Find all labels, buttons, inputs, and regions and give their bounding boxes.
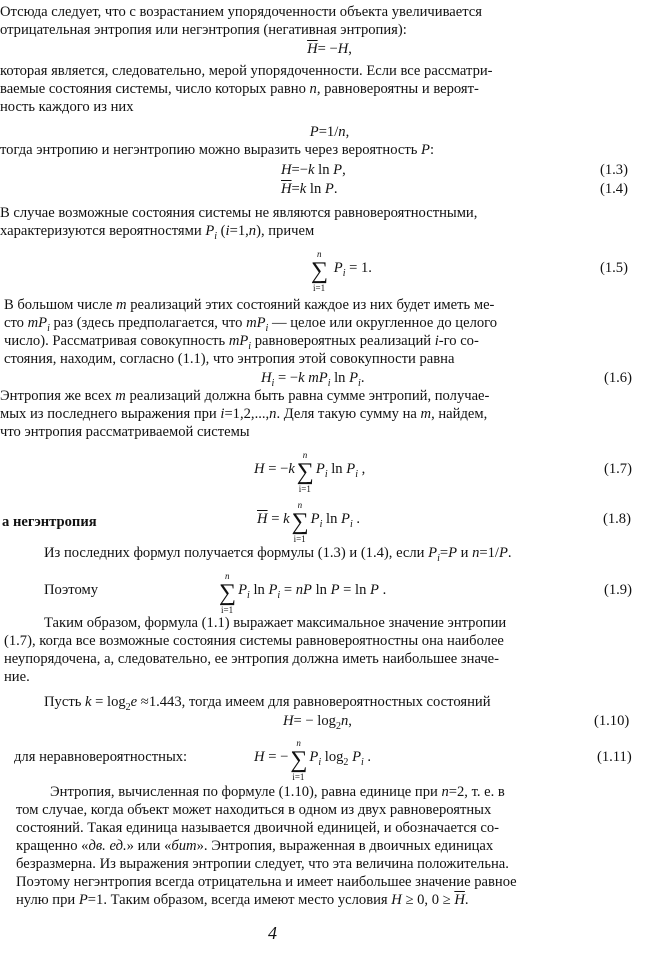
text-line: В большом числе m реализаций этих состояний каждое из них будет иметь ме- — [4, 297, 495, 313]
text-line: для неравновероятностных: — [14, 749, 188, 765]
text-line: ваемые состояния системы, число которых равно n, равновероятны и вероят- — [0, 81, 479, 97]
formula-1-9: n ∑ i=1 $P_i$ $\ln P_i$ = nP ln P = ln P . — [219, 571, 387, 615]
eq-number: (1.5) — [600, 260, 628, 276]
formula-1-5: n ∑ i=1 $P_i = 1$. — [311, 249, 372, 293]
text-line: Пусть $k = \log_2e \approx 1.443$, тогда имеем для равновероятностных состояний — [44, 694, 491, 713]
formula-p: P=1/n, — [309, 124, 350, 140]
text-line: ние. — [4, 669, 30, 685]
text-line: стояния, находим, согласно (1.1), что энтропия этой совокупности равна — [4, 351, 455, 367]
formula-1-4: $\overline{H}=k$ ln P. — [281, 181, 338, 197]
text-line: число). Рассматривая совокупность $mP_i$ равновероятных реализаций i-го со- — [4, 333, 479, 352]
text-line: Энтропия же всех m реализаций должна быть равна сумме энтропий, получае- — [0, 388, 490, 404]
text-line: Энтропия, вычисленная по формуле (1.10), равна единице при n=2, т. е. в — [50, 784, 505, 800]
eq-number: (1.8) — [603, 511, 631, 527]
text-line: неупорядочена, а, следовательно, ее энтропия должна иметь наибольшее значе- — [4, 651, 500, 667]
eq-number: (1.3) — [600, 162, 628, 178]
text-line: отрицательная энтропия или негэнтропия (негативная энтропия): — [0, 22, 407, 38]
text-line: В случае возможные состояния системы не являются равновероятностными, — [0, 205, 478, 221]
text-line: нулю при P=1. Таким образом, всегда имеют место условия H ≥ 0, $0 \ge \overline{H}$. — [16, 892, 469, 908]
formula-1-3: H=−k ln P, — [281, 162, 346, 178]
eq-number: (1.4) — [600, 181, 628, 197]
text-line: сто $mP_i$ раз (здесь предполагается, что $mP_i$ — целое или округленное до целого — [4, 315, 498, 334]
formula-1-6: $H_i = -k$ $mP_i$ $\ln P_i$. — [261, 370, 365, 389]
formula-negentropy: $\overline{H}= -H$, — [307, 41, 352, 57]
text-line: Отсюда следует, что с возрастанием упорядоченности объекта увеличивается — [0, 4, 482, 20]
text-line: (1.7), когда все возможные состояния системы равновероятностны она наиболее — [4, 633, 504, 649]
eq-number: (1.7) — [604, 461, 632, 477]
formula-1-8: $\overline{H} = k$ n ∑ i=1 $P_i$ $\ln P_i$ . — [257, 500, 361, 544]
text-line: безразмерна. Из выражения энтропии следует, что эта величина положительна. — [16, 856, 509, 872]
text-line: что энтропия рассматриваемой системы — [0, 424, 250, 440]
text-line: мых из последнего выражения при i=1,2,...,n. Деля такую сумму на m, найдем, — [0, 406, 488, 422]
formula-1-10: $H= - \log_2n$, — [283, 713, 352, 732]
text-line: которая является, следовательно, мерой упорядоченности. Если все рассматри- — [0, 63, 493, 79]
page-number: 4 — [268, 923, 277, 943]
eq-number: (1.6) — [604, 370, 632, 386]
text-line: кращенно «дв. ед.» или «бит». Энтропия, выраженная в двоичных единицах — [16, 838, 494, 854]
text-line: тогда энтропию и негэнтропию можно выразить через вероятность P: — [0, 142, 435, 158]
formula-1-11: H = − n ∑ i=1 $P_i$ $\log_2 P_i$ . — [254, 738, 372, 782]
text-line: ность каждого из них — [0, 99, 134, 115]
text-line: том случае, когда объект может находиться в одном из двух равновероятных — [16, 802, 492, 818]
eq-number: (1.11) — [597, 749, 632, 765]
eq-number: (1.10) — [594, 713, 630, 729]
text-line: Таким образом, формула (1.1) выражает максимальное значение энтропии — [44, 615, 507, 631]
eq-number: (1.9) — [604, 582, 632, 598]
text-line: Поэтому — [44, 582, 99, 598]
text-line: а негэнтропия — [2, 514, 97, 530]
text-line: состояний. Такая единица называется двоичной единицей, и обозначается со- — [16, 820, 500, 836]
text-line: Из последних формул получается формулы (1.3) и (1.4), если $P_i=P$ и n=1/P. — [44, 545, 512, 564]
text-line: Поэтому негэнтропия всегда отрицательна и имеет наибольшее значение равное — [16, 874, 517, 890]
text-line: характеризуются вероятностями $P_i$ (i=1,n), причем — [0, 223, 315, 242]
formula-1-7: H = −k n ∑ i=1 $P_i$ $\ln P_i$ , — [254, 450, 366, 494]
